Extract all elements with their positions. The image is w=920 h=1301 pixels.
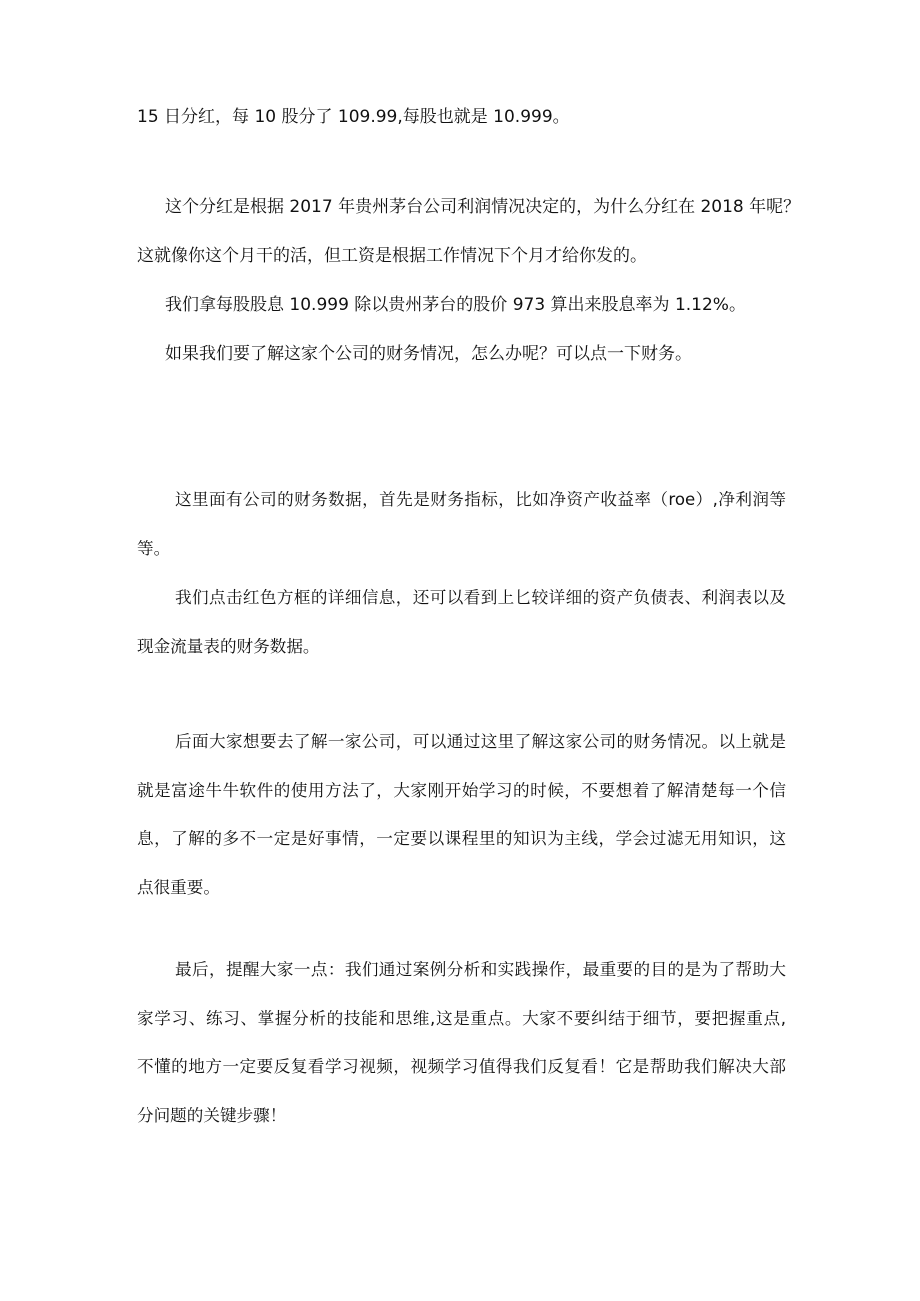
paragraph-closing-reminder <box>137 946 786 1140</box>
text-line: 我们点击红色方框的详细信息，还可以看到上匕较详细的资产负债表、利润表以及 <box>175 588 786 607</box>
paragraph-financial-indicators <box>137 476 786 573</box>
paragraph-dividend-date <box>137 93 786 142</box>
text-line: 等。 <box>137 538 171 558</box>
paragraph-dividend-yield <box>137 281 786 330</box>
text-line: 后面大家想要去了解一家公司，可以通过这里了解这家公司的财务情况。以上就是 <box>175 732 786 751</box>
text-line: 点很重要。 <box>137 877 220 897</box>
text-line: 这里面有公司的财务数据，首先是财务指标，比如净资产收益率（roe）,净利润等 <box>175 490 786 509</box>
text-line: 这个分红是根据 2017 年贵州茅台公司利润情况决定的，为什么分红在 2018 年呢？ <box>165 197 801 217</box>
text-line: 如果我们要了解这家个公司的财务情况，怎么办呢？可以点一下财务。 <box>165 344 692 364</box>
text-line: 这就像你这个月干的活，但工资是根据工作情况下个月才给你发的。 <box>137 245 647 266</box>
text-line: 现金流量表的财务数据。 <box>137 636 320 656</box>
paragraph-dividend-reason <box>137 183 801 280</box>
text-line: 我们拿每股股息 10.999 除以贵州茅台的股价 973 算出来股息率为 1.12%。 <box>165 295 746 315</box>
paragraph-software-usage <box>137 718 786 912</box>
text-line: 最后，提醒大家一点：我们通过案例分析和实践操作，最重要的目的是为了帮助大 <box>175 960 786 979</box>
paragraph-finance-tab <box>137 330 786 379</box>
paragraph-detailed-statements <box>137 574 786 671</box>
text-line: 15 日分红，每 10 股分了 109.99,每股也就是 10.999。 <box>137 107 570 127</box>
text-line: 就是富途牛牛软件的使用方法了，大家刚开始学习的时候，不要想着了解清楚每一个信 <box>137 780 786 800</box>
text-line: 息，了解的多不一定是好事情，一定要以课程里的知识为主线，学会过滤无用知识，这 <box>137 829 786 848</box>
text-line: 家学习、练习、掌握分析的技能和思维,这是重点。大家不要纠结于细节，要把握重点, <box>137 1008 786 1028</box>
text-line: 分问题的关键步骤！ <box>137 1105 287 1125</box>
text-line: 不懂的地方一定要反复看学习视频，视频学习值得我们反复看！它是帮助我们解决大部 <box>137 1057 786 1076</box>
